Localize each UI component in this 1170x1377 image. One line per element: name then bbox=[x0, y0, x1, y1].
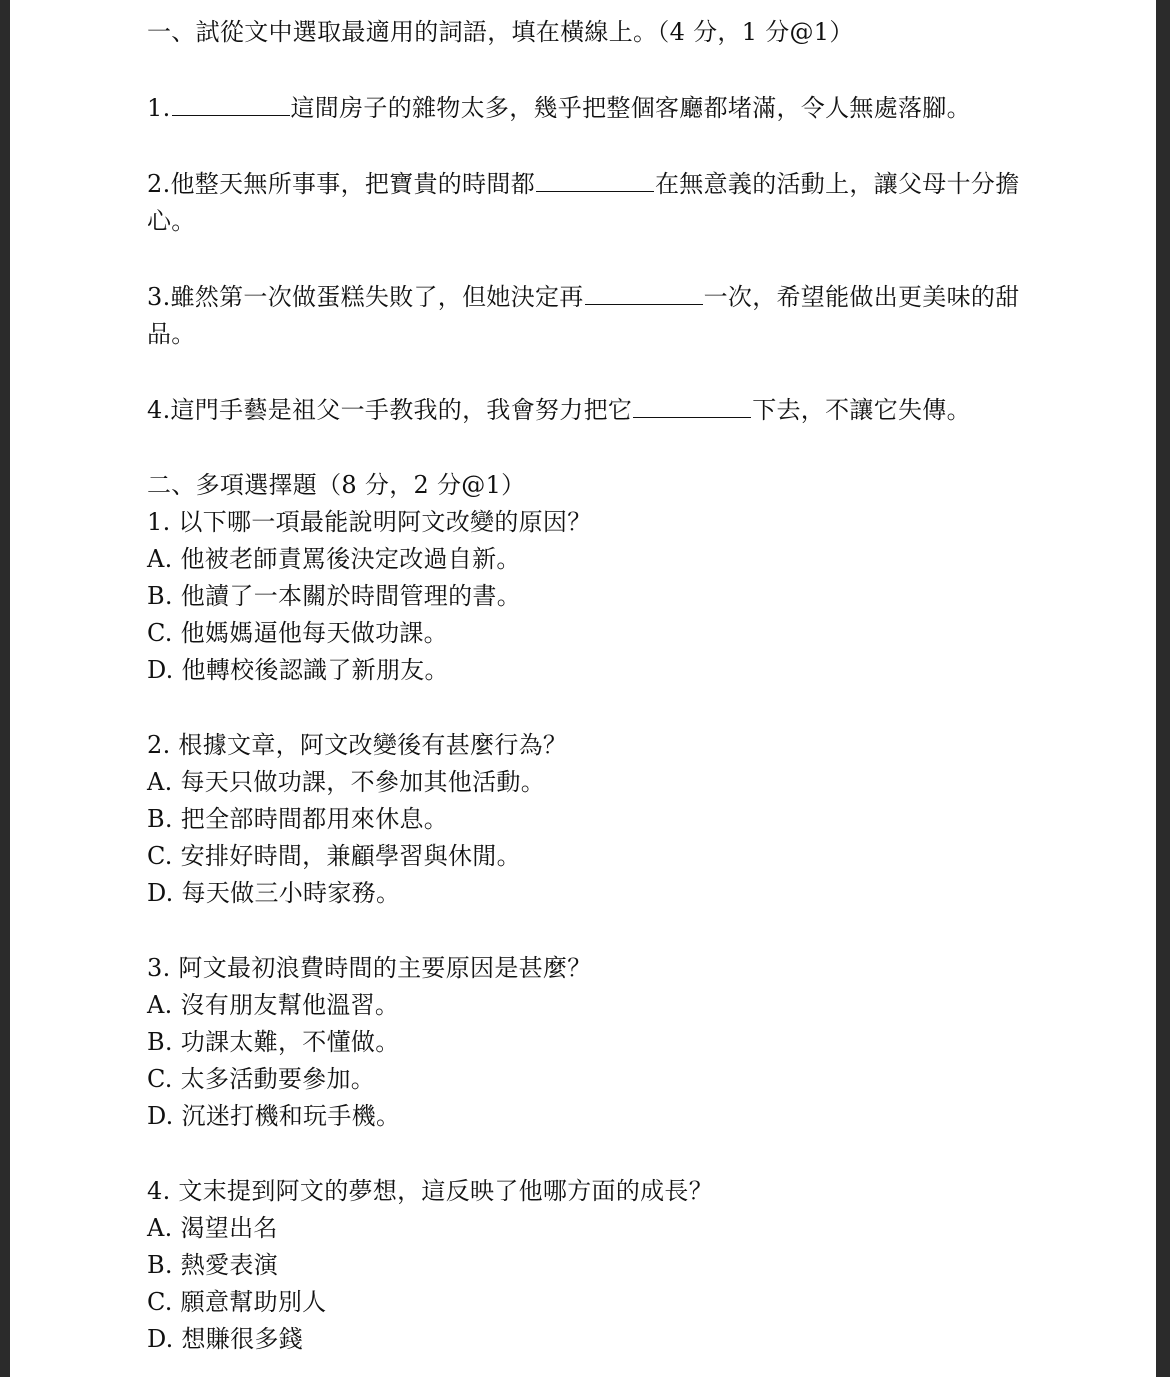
mc-question-3 bbox=[147, 950, 1027, 1135]
option-d: D. 沉迷打機和玩手機。 bbox=[147, 1102, 401, 1130]
worksheet-content bbox=[147, 14, 1027, 1358]
answer-blank[interactable] bbox=[585, 278, 703, 305]
answer-blank[interactable] bbox=[633, 391, 751, 418]
option-a: A. 每天只做功課，不參加其他活動。 bbox=[147, 768, 545, 796]
option-c: C. 太多活動要參加。 bbox=[147, 1065, 376, 1093]
option-a: A. 他被老師責罵後決定改過自新。 bbox=[147, 545, 521, 573]
section-1-heading: 一、試從文中選取最適用的詞語，填在橫線上。（4 分，1 分@1） bbox=[147, 18, 854, 46]
option-c: C. 願意幫助別人 bbox=[147, 1288, 327, 1316]
option-a: A. 沒有朋友幫他溫習。 bbox=[147, 991, 400, 1019]
option-b: B. 熱愛表演 bbox=[147, 1251, 278, 1279]
fill-item-text-after: 一次，希望能做出更美味的甜品。 bbox=[147, 283, 1020, 348]
spacer bbox=[147, 240, 1027, 278]
section-2-heading: 二、多項選擇題（8 分，2 分@1） bbox=[147, 471, 526, 499]
question-stem: 3. 阿文最初浪費時間的主要原因是甚麼？ bbox=[147, 954, 592, 982]
spacer bbox=[147, 51, 1027, 89]
document-page bbox=[10, 0, 1156, 1377]
option-b: B. 功課太難，不懂做。 bbox=[147, 1028, 400, 1056]
spacer bbox=[147, 429, 1027, 467]
fill-item-text-after: 下去，不讓它失傳。 bbox=[752, 396, 971, 424]
question-stem: 2. 根據文章，阿文改變後有甚麼行為？ bbox=[147, 731, 568, 759]
mc-question-1 bbox=[147, 504, 1027, 689]
option-d: D. 他轉校後認識了新朋友。 bbox=[147, 656, 449, 684]
question-stem: 4. 文末提到阿文的夢想，這反映了他哪方面的成長？ bbox=[147, 1177, 714, 1205]
answer-blank[interactable] bbox=[172, 89, 290, 116]
question-stem: 1. 以下哪一項最能說明阿文改變的原因？ bbox=[147, 508, 592, 536]
option-b: B. 他讀了一本關於時間管理的書。 bbox=[147, 582, 521, 610]
spacer bbox=[147, 127, 1027, 165]
fill-item-text-after: 在無意義的活動上，讓父母十分擔心。 bbox=[147, 170, 1020, 235]
fill-item-text-before: 1. bbox=[147, 94, 171, 122]
fill-item-text-before: 3.雖然第一次做蛋糕失敗了，但她決定再 bbox=[147, 283, 584, 311]
fill-item-4 bbox=[147, 391, 1027, 429]
fill-item-1 bbox=[147, 89, 1027, 127]
option-b: B. 把全部時間都用來休息。 bbox=[147, 805, 449, 833]
option-c: C. 他媽媽逼他每天做功課。 bbox=[147, 619, 448, 647]
fill-item-3 bbox=[147, 278, 1027, 353]
option-d: D. 想賺很多錢 bbox=[147, 1325, 304, 1353]
mc-question-4 bbox=[147, 1173, 1027, 1358]
fill-item-2 bbox=[147, 165, 1027, 240]
fill-item-text-before: 2.他整天無所事事，把寶貴的時間都 bbox=[147, 170, 535, 198]
option-d: D. 每天做三小時家務。 bbox=[147, 879, 401, 907]
option-a: A. 渴望出名 bbox=[147, 1214, 278, 1242]
answer-blank[interactable] bbox=[536, 165, 654, 192]
option-c: C. 安排好時間，兼顧學習與休閒。 bbox=[147, 842, 521, 870]
fill-item-text-after: 這間房子的雜物太多，幾乎把整個客廳都堵滿，令人無處落腳。 bbox=[290, 94, 971, 122]
spacer bbox=[147, 353, 1027, 391]
mc-question-2 bbox=[147, 727, 1027, 912]
fill-item-text-before: 4.這門手藝是祖父一手教我的，我會努力把它 bbox=[147, 396, 633, 424]
